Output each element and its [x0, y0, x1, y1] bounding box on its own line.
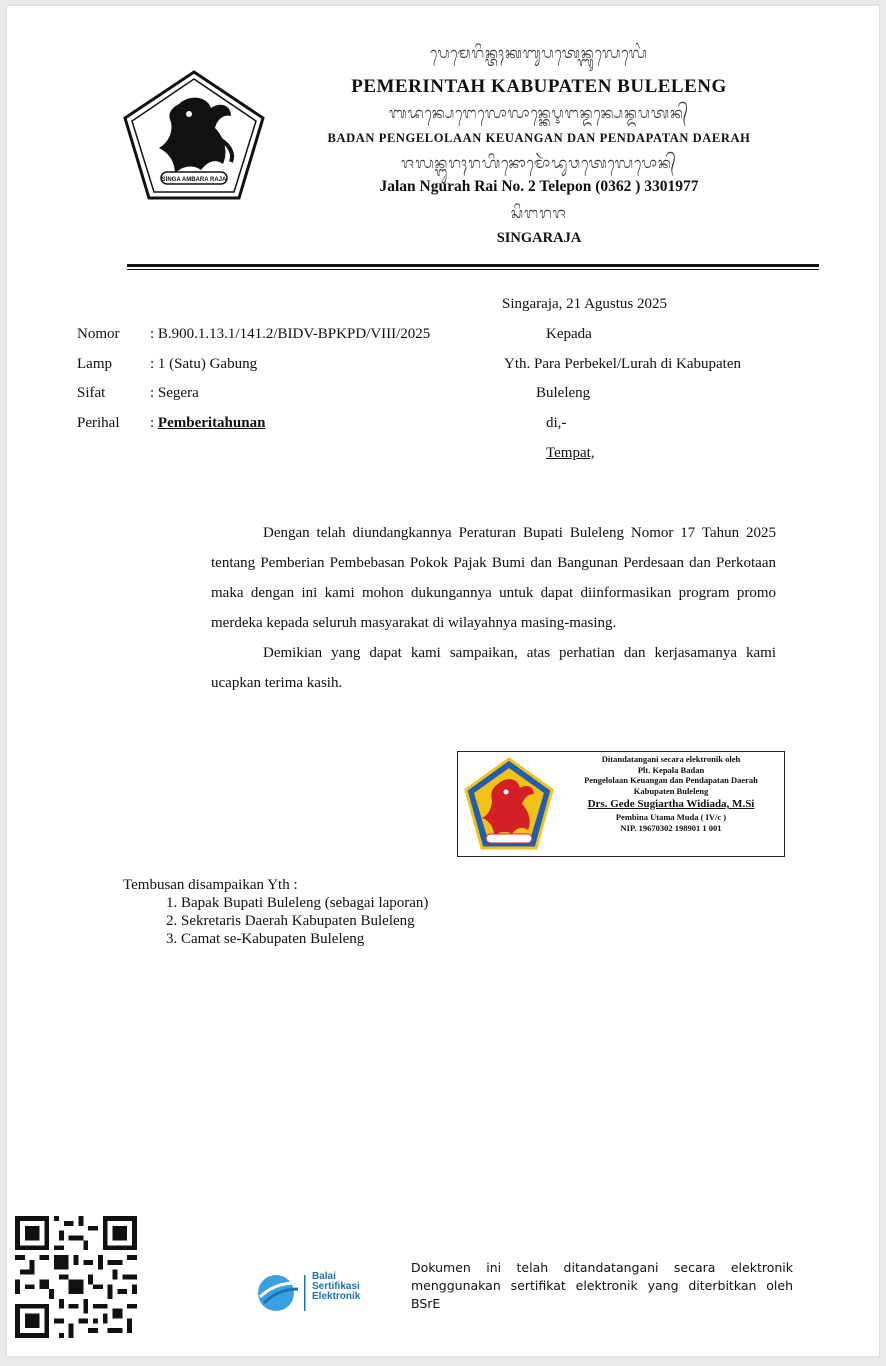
letter-body	[211, 518, 776, 698]
esign-footnote: Dokumen ini telah ditandatangani secara elektronik menggunakan sertifikat elektronik yang diterbitkan oleh BSrE	[411, 1260, 793, 1311]
signatory-name: Drs. Gede Sugiartha Widiada, M.Si	[587, 798, 755, 810]
perihal-colon: :	[150, 415, 158, 431]
signature-line-2: Plt. Kepala Badan	[637, 764, 705, 775]
agency-name: BADAN PENGELOLAAN KEUANGAN DAN PENDAPATAN DAERAH	[327, 131, 751, 145]
field-value-lamp: : 1 (Satu) Gabung	[150, 356, 258, 372]
signature-line-3: Pengelolaan Keuangan dan Pendapatan Daerah	[584, 775, 758, 785]
regency-emblem-color-icon	[462, 756, 556, 852]
bsre-logo-icon	[252, 1269, 308, 1317]
bsre-wordmark	[312, 1272, 360, 1302]
qr-code-icon	[15, 1216, 137, 1338]
recipient-line-1: Yth. Para Perbekel/Lurah di Kabupaten	[504, 356, 742, 372]
letter-page	[7, 6, 879, 1356]
header-divider-thick	[127, 264, 819, 267]
recipient-line-4: Tempat,	[546, 445, 595, 461]
field-value-sifat: : Segera	[150, 385, 199, 401]
copies-title: Tembusan disampaikan Yth :	[123, 877, 298, 893]
signature-details	[558, 754, 784, 833]
bsre-word-1: Balai	[312, 1271, 336, 1282]
government-title: PEMERINTAH KABUPATEN BULELENG	[351, 76, 727, 97]
perihal-subject: Pemberitahunan	[157, 415, 266, 431]
signatory-nip: NIP. 19670302 198901 1 001	[620, 822, 722, 833]
field-label-sifat: Sifat	[77, 385, 106, 401]
body-paragraph: Dengan telah diundangkannya Peraturan Bupati Buleleng Nomor 17 Tahun 2025 tentang Pemberian Pembebasan Pokok Pajak Bumi dan Bangunan Perdesaan dan Perkotaan maka dengan ini kami mohon dukungannya untuk dapat diinformasikan program promo merdeka kepada seluruh masyarakat di wilayahnya masing-masing.	[211, 525, 776, 631]
signatory-rank: Pembina Utama Muda ( IV/c )	[615, 812, 727, 822]
bsre-word-2: Sertifikasi	[312, 1281, 360, 1292]
recipient-line-2: Buleleng	[536, 385, 591, 401]
balinese-script-line: ᬚᬮᬦ᭄ᬗᬸᬭᬄᬭᬳᬶᬦᭀᬫᭀᬃᬤᬸᬯᬢᬾᬮᬾᬧᭀᬦ᭄	[401, 156, 677, 172]
list-item: 1. Bapak Bupati Buleleng (sebagai laporan)	[181, 894, 428, 912]
list-item: 3. Camat se-Kabupaten Buleleng	[181, 930, 428, 948]
field-label-perihal: Perihal	[77, 415, 120, 431]
field-label-nomor: Nomor	[77, 326, 120, 342]
bsre-word-3: Elektronik	[312, 1291, 361, 1302]
signature-line-1: Ditandatangani secara elektronik oleh	[601, 754, 741, 764]
emblem-label: SINGA AMBARA RAJA	[161, 177, 227, 183]
balinese-script-line: ᬲᬶᬗᬭᬚ	[511, 206, 567, 222]
electronic-signature-box	[457, 751, 785, 857]
recipient-line-3: di,-	[546, 415, 567, 431]
field-label-lamp: Lamp	[77, 356, 112, 372]
copies-section	[123, 876, 428, 948]
place-date: Singaraja, 21 Agustus 2025	[502, 296, 667, 312]
regency-emblem-icon	[119, 66, 269, 206]
field-value-nomor: : B.900.1.13.1/141.2/BIDV-BPKPD/VIII/2025	[150, 326, 431, 342]
balinese-script-line: ᬩᬤᬦ᭄ᬧᬾᬗᬾᬮᭀᬮᬵᬦ᭄ᬓᬾᬋᬗᬦ᭄ᬤᬦ᭄ᬧᬾᬦ᭄ᬤᬧᬢᬦ᭄	[388, 106, 690, 122]
city-name: SINGARAJA	[496, 230, 582, 246]
copies-list	[123, 894, 428, 948]
balinese-script-line: ᬧᬾᬫᬾᬭᬶᬦ᭄ᬢᬄᬓᬩᬸᬧᬢᬾᬦ᭄ᬩᬸᬮᬾᬮᬾᬂ	[430, 46, 648, 62]
header-divider-thin	[127, 269, 819, 270]
field-value-perihal	[150, 415, 265, 432]
signature-line-4: Kabupaten Buleleng	[633, 785, 709, 796]
list-item: 2. Sekretaris Daerah Kabupaten Buleleng	[181, 912, 428, 930]
recipient-to: Kepada	[546, 326, 592, 342]
agency-address: Jalan Ngurah Rai No. 2 Telepon (0362 ) 3301977	[379, 178, 699, 195]
body-paragraph: Demikian yang dapat kami sampaikan, atas perhatian dan kerjasamanya kami ucapkan terima kasih.	[211, 645, 776, 691]
